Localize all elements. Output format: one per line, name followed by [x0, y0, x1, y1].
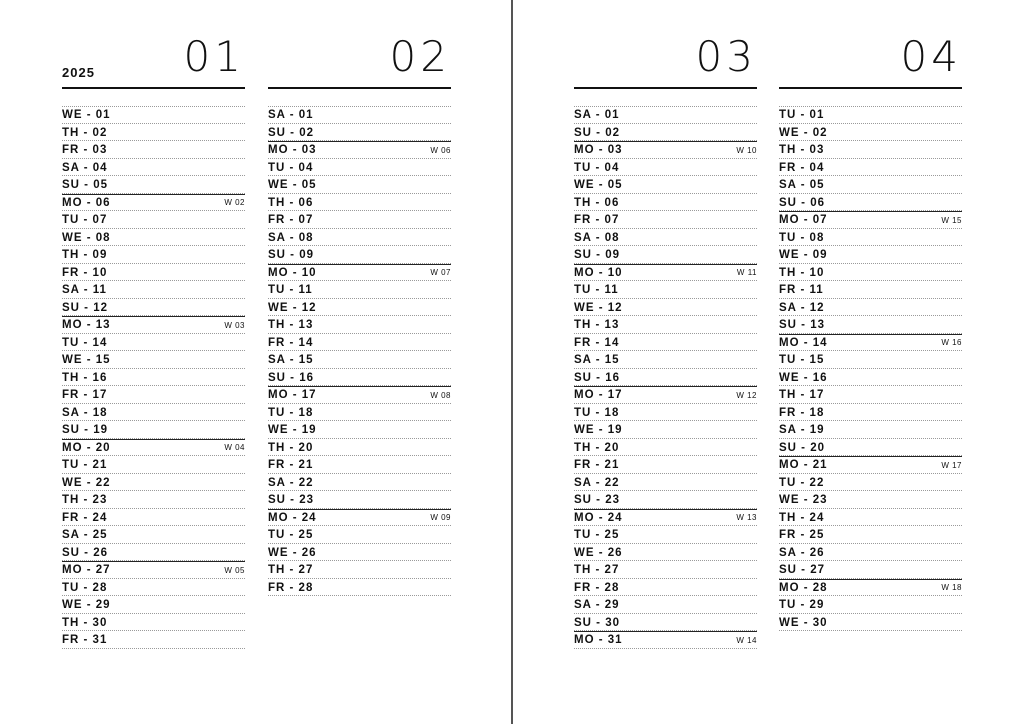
day-label: TU - 25 [268, 529, 314, 541]
day-row [62, 106, 245, 124]
day-label: SA - 15 [574, 354, 620, 366]
day-row [62, 124, 245, 142]
day-label: SA - 15 [268, 354, 314, 366]
day-row [574, 509, 757, 527]
day-label: SA - 29 [574, 599, 620, 611]
day-label: TH - 27 [268, 564, 314, 576]
day-row [62, 456, 245, 474]
day-row [574, 456, 757, 474]
day-row [268, 439, 451, 457]
day-label: FR - 28 [268, 581, 314, 594]
day-label: TH - 13 [268, 319, 314, 331]
day-row [779, 614, 962, 632]
day-row [62, 176, 245, 194]
day-row [779, 526, 962, 544]
page-divider [511, 0, 513, 724]
day-label: SA - 22 [574, 476, 620, 489]
day-row [62, 561, 245, 579]
day-row [574, 404, 757, 422]
day-label: SA - 26 [779, 546, 825, 559]
day-row [62, 281, 245, 299]
day-row [268, 386, 451, 404]
day-label: TU - 01 [779, 109, 825, 121]
day-label: TH - 23 [62, 494, 108, 506]
day-row [268, 264, 451, 282]
day-row [574, 264, 757, 282]
week-number-label: W 15 [941, 215, 962, 225]
day-label: TH - 06 [268, 196, 314, 209]
day-row [779, 456, 962, 474]
day-label: SA - 04 [62, 161, 108, 174]
day-label: WE - 12 [268, 301, 317, 314]
day-row [62, 474, 245, 492]
day-label: FR - 10 [62, 266, 108, 279]
day-row [62, 334, 245, 352]
day-label: FR - 14 [574, 336, 620, 349]
day-label: SU - 16 [574, 371, 620, 384]
day-row [268, 421, 451, 439]
day-row [62, 544, 245, 562]
day-label: MO - 10 [268, 266, 317, 279]
day-label: WE - 23 [779, 494, 828, 506]
day-label: MO - 27 [62, 564, 111, 576]
day-label: WE - 19 [574, 424, 623, 436]
day-label: TU - 25 [574, 529, 620, 541]
day-label: SU - 23 [268, 494, 314, 506]
day-label: TH - 03 [779, 144, 825, 156]
month-number: 02 [389, 32, 451, 81]
day-row [574, 316, 757, 334]
day-row [268, 526, 451, 544]
day-label: MO - 31 [574, 634, 623, 646]
day-label: SA - 11 [62, 284, 107, 296]
day-label: FR - 07 [268, 214, 314, 226]
day-row [779, 141, 962, 159]
day-row [268, 194, 451, 212]
day-label: FR - 21 [268, 459, 314, 471]
day-label: SU - 09 [574, 249, 620, 261]
day-label: WE - 12 [574, 301, 623, 314]
day-row [574, 334, 757, 352]
day-row [779, 194, 962, 212]
day-row [62, 369, 245, 387]
day-row [268, 299, 451, 317]
month-number: 01 [183, 32, 245, 81]
day-row [574, 299, 757, 317]
day-row [779, 439, 962, 457]
day-row [62, 264, 245, 282]
day-row [574, 526, 757, 544]
day-label: SU - 02 [574, 126, 620, 139]
week-number-label: W 09 [430, 513, 451, 522]
day-row [779, 316, 962, 334]
week-number-label: W 10 [736, 145, 757, 155]
day-label: TU - 04 [574, 161, 620, 174]
day-label: TU - 28 [62, 581, 108, 594]
day-label: MO - 24 [268, 511, 317, 524]
day-label: WE - 01 [62, 109, 111, 121]
day-row [62, 614, 245, 632]
month-header-rule [779, 87, 962, 89]
day-row [62, 386, 245, 404]
day-row [574, 491, 757, 509]
day-row [62, 316, 245, 334]
day-row [574, 561, 757, 579]
day-label: WE - 05 [574, 179, 623, 191]
week-number-label: W 06 [430, 145, 451, 155]
day-label: FR - 28 [574, 581, 620, 594]
day-label: TH - 24 [779, 511, 825, 524]
day-row [779, 351, 962, 369]
day-row [62, 351, 245, 369]
month-number: 03 [695, 32, 757, 81]
day-row [268, 124, 451, 142]
day-label: MO - 03 [574, 144, 623, 156]
day-row [62, 596, 245, 614]
day-row [779, 176, 962, 194]
month-header-rule [62, 87, 245, 89]
day-label: FR - 18 [779, 406, 825, 419]
day-label: FR - 25 [779, 529, 825, 541]
week-number-label: W 17 [941, 460, 962, 470]
day-row [574, 386, 757, 404]
day-label: FR - 17 [62, 389, 108, 401]
week-number-label: W 13 [736, 513, 757, 522]
day-label: FR - 04 [779, 161, 825, 174]
day-label: MO - 14 [779, 336, 828, 349]
day-row [574, 351, 757, 369]
day-label: TH - 30 [62, 616, 108, 629]
day-list [574, 106, 757, 649]
day-label: SU - 23 [574, 494, 620, 506]
day-row [268, 229, 451, 247]
day-label: TU - 18 [268, 406, 314, 419]
day-label: SU - 16 [268, 371, 314, 384]
day-label: SA - 25 [62, 529, 108, 541]
day-row [779, 369, 962, 387]
day-label: TH - 27 [574, 564, 620, 576]
day-row [574, 596, 757, 614]
day-label: MO - 21 [779, 459, 828, 471]
day-label: FR - 03 [62, 144, 108, 156]
day-row [268, 351, 451, 369]
day-label: SA - 12 [779, 301, 825, 314]
day-row [574, 246, 757, 264]
day-row [779, 299, 962, 317]
day-label: SA - 01 [268, 109, 314, 121]
day-row [268, 334, 451, 352]
day-row [574, 579, 757, 597]
day-label: WE - 02 [779, 126, 828, 139]
day-row [62, 631, 245, 649]
week-number-label: W 11 [736, 268, 757, 277]
day-row [779, 106, 962, 124]
day-label: FR - 31 [62, 634, 108, 646]
day-row [574, 141, 757, 159]
day-row [779, 211, 962, 229]
week-number-label: W 05 [224, 565, 245, 575]
day-label: TH - 06 [574, 196, 620, 209]
day-label: SU - 20 [779, 441, 825, 454]
day-label: WE - 29 [62, 599, 111, 611]
day-row [62, 421, 245, 439]
day-row [574, 194, 757, 212]
day-row [62, 141, 245, 159]
day-label: FR - 24 [62, 511, 108, 524]
day-row [268, 106, 451, 124]
week-number-label: W 18 [941, 583, 962, 592]
day-row [62, 299, 245, 317]
day-row [62, 526, 245, 544]
day-row [574, 474, 757, 492]
day-label: TU - 11 [574, 284, 619, 296]
day-label: WE - 16 [779, 371, 828, 384]
day-row [574, 631, 757, 649]
day-row [779, 229, 962, 247]
day-label: MO - 06 [62, 196, 111, 209]
day-row [574, 544, 757, 562]
day-row [268, 141, 451, 159]
day-row [62, 229, 245, 247]
day-label: MO - 20 [62, 441, 111, 454]
day-row [779, 246, 962, 264]
day-row [268, 369, 451, 387]
day-row [574, 106, 757, 124]
day-row [268, 491, 451, 509]
day-row [268, 474, 451, 492]
day-label: SU - 06 [779, 196, 825, 209]
day-row [62, 509, 245, 527]
month-header-rule [268, 87, 451, 89]
day-label: MO - 17 [574, 389, 623, 401]
day-row [574, 369, 757, 387]
week-number-label: W 04 [224, 443, 245, 452]
day-row [574, 614, 757, 632]
day-label: TH - 17 [779, 389, 825, 401]
day-row [779, 561, 962, 579]
day-row [62, 404, 245, 422]
day-row [268, 316, 451, 334]
day-label: TU - 14 [62, 336, 108, 349]
day-row [779, 159, 962, 177]
day-row [574, 159, 757, 177]
day-label: TH - 16 [62, 371, 108, 384]
day-label: SU - 09 [268, 249, 314, 261]
year-label: 2025 [62, 65, 95, 80]
day-row [268, 404, 451, 422]
day-label: WE - 09 [779, 249, 828, 261]
day-row [779, 264, 962, 282]
day-row [779, 404, 962, 422]
day-row [62, 194, 245, 212]
day-row [574, 281, 757, 299]
day-label: SA - 18 [62, 406, 108, 419]
day-label: WE - 26 [574, 546, 623, 559]
day-row [268, 246, 451, 264]
day-row [268, 456, 451, 474]
day-label: WE - 05 [268, 179, 317, 191]
day-row [62, 491, 245, 509]
week-number-label: W 03 [224, 320, 245, 330]
day-label: WE - 26 [268, 546, 317, 559]
day-label: TH - 09 [62, 249, 108, 261]
day-label: WE - 22 [62, 476, 111, 489]
day-row [779, 509, 962, 527]
day-row [779, 281, 962, 299]
day-label: SU - 13 [779, 319, 825, 331]
day-label: FR - 14 [268, 336, 314, 349]
day-label: FR - 11 [779, 284, 824, 296]
day-list [62, 106, 245, 649]
day-row [268, 281, 451, 299]
day-row [779, 124, 962, 142]
day-list [268, 106, 451, 596]
day-row [62, 211, 245, 229]
day-label: TU - 04 [268, 161, 314, 174]
day-row [268, 561, 451, 579]
day-label: WE - 08 [62, 231, 111, 244]
day-row [779, 421, 962, 439]
day-row [62, 246, 245, 264]
day-label: SU - 19 [62, 424, 108, 436]
week-number-label: W 08 [430, 390, 451, 400]
day-label: TH - 20 [268, 441, 314, 454]
day-label: WE - 19 [268, 424, 317, 436]
day-label: SA - 01 [574, 109, 620, 121]
week-number-label: W 14 [736, 635, 757, 645]
day-label: SA - 08 [268, 231, 314, 244]
day-row [574, 124, 757, 142]
day-row [268, 176, 451, 194]
day-label: SU - 02 [268, 126, 314, 139]
day-label: SA - 22 [268, 476, 314, 489]
day-label: TH - 13 [574, 319, 620, 331]
week-number-label: W 02 [224, 198, 245, 207]
day-label: SU - 05 [62, 179, 108, 191]
month-header-rule [574, 87, 757, 89]
day-label: MO - 28 [779, 581, 828, 594]
day-label: FR - 21 [574, 459, 620, 471]
day-row [574, 439, 757, 457]
day-label: SU - 26 [62, 546, 108, 559]
week-number-label: W 12 [736, 390, 757, 400]
month-number: 04 [900, 32, 962, 81]
day-label: TU - 07 [62, 214, 108, 226]
day-label: WE - 30 [779, 616, 828, 629]
day-row [574, 211, 757, 229]
day-row [779, 491, 962, 509]
day-label: TU - 11 [268, 284, 313, 296]
day-label: TU - 08 [779, 231, 825, 244]
day-row [779, 334, 962, 352]
day-row [268, 159, 451, 177]
day-label: MO - 13 [62, 319, 111, 331]
day-row [62, 579, 245, 597]
day-label: TU - 15 [779, 354, 825, 366]
week-number-label: W 07 [430, 268, 451, 277]
day-row [779, 579, 962, 597]
day-label: TH - 10 [779, 266, 825, 279]
day-label: SU - 27 [779, 564, 825, 576]
day-row [62, 439, 245, 457]
day-label: SA - 05 [779, 179, 825, 191]
day-label: TU - 22 [779, 476, 825, 489]
day-label: MO - 24 [574, 511, 623, 524]
day-row [268, 579, 451, 597]
day-label: TH - 02 [62, 126, 108, 139]
day-label: SA - 19 [779, 424, 825, 436]
day-label: MO - 07 [779, 214, 828, 226]
day-label: SU - 12 [62, 301, 108, 314]
day-label: MO - 10 [574, 266, 623, 279]
day-label: SA - 08 [574, 231, 620, 244]
day-label: MO - 03 [268, 144, 317, 156]
day-row [779, 386, 962, 404]
day-row [268, 509, 451, 527]
day-label: WE - 15 [62, 354, 111, 366]
day-row [779, 474, 962, 492]
day-row [779, 596, 962, 614]
day-label: TU - 21 [62, 459, 108, 471]
day-list [779, 106, 962, 631]
day-label: SU - 30 [574, 616, 620, 629]
day-row [574, 229, 757, 247]
day-label: TU - 18 [574, 406, 620, 419]
day-row [268, 211, 451, 229]
day-row [268, 544, 451, 562]
day-row [574, 176, 757, 194]
day-label: FR - 07 [574, 214, 620, 226]
day-row [779, 544, 962, 562]
day-row [62, 159, 245, 177]
day-label: MO - 17 [268, 389, 317, 401]
day-label: TU - 29 [779, 599, 825, 611]
week-number-label: W 16 [941, 338, 962, 347]
day-label: TH - 20 [574, 441, 620, 454]
day-row [574, 421, 757, 439]
